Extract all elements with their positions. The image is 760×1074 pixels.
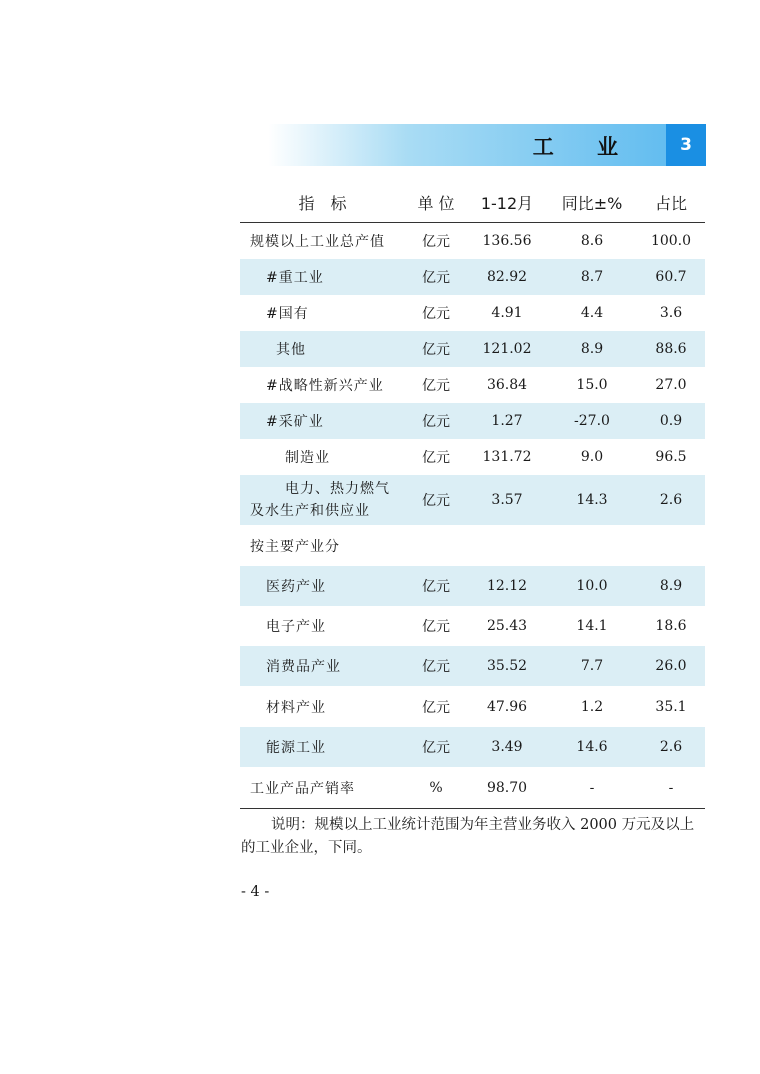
row-label: 工业产品产销率 — [240, 767, 405, 809]
row-share: 0.9 — [637, 403, 705, 439]
header-yoy: 同比±% — [547, 182, 637, 223]
row-label: #重工业 — [240, 259, 405, 295]
row-label-line1: 电力、热力燃气 — [285, 481, 390, 497]
row-value: 136.56 — [482, 233, 532, 249]
row-unit: % — [405, 767, 467, 809]
row-yoy: 15.0 — [576, 377, 608, 393]
table-row — [240, 686, 705, 727]
row-label: 其他 — [240, 331, 405, 367]
row-share: 3.6 — [659, 305, 683, 321]
row-label: 消费品产业 — [240, 646, 405, 686]
table-row — [240, 367, 705, 403]
row-value: 1.27 — [467, 403, 547, 439]
row-unit: 亿元 — [405, 259, 467, 295]
row-unit: 亿元 — [405, 646, 467, 686]
table-row — [240, 403, 705, 439]
table-row — [240, 259, 705, 295]
row-label: #战略性新兴产业 — [266, 378, 384, 394]
row-unit: 亿元 — [405, 331, 467, 367]
row-share: - — [637, 767, 705, 809]
row-unit: 亿元 — [422, 306, 450, 322]
row-share: 8.9 — [637, 566, 705, 606]
row-value: 121.02 — [467, 331, 547, 367]
row-value: 82.92 — [467, 259, 547, 295]
table-row — [240, 646, 705, 686]
row-unit: 亿元 — [422, 450, 450, 466]
row-value: 98.70 — [467, 767, 547, 809]
row-label: 制造业 — [285, 450, 330, 466]
row-unit: 亿元 — [405, 403, 467, 439]
row-unit: 亿元 — [422, 378, 450, 394]
row-share: 88.6 — [637, 331, 705, 367]
table-row — [240, 566, 705, 606]
row-unit: 亿元 — [422, 699, 450, 716]
row-yoy: 14.6 — [547, 727, 637, 767]
table-section-row — [240, 525, 705, 566]
row-unit: 亿元 — [405, 566, 467, 606]
row-share: 26.0 — [637, 646, 705, 686]
row-value: 12.12 — [467, 566, 547, 606]
row-label — [240, 475, 405, 525]
row-value: 36.84 — [486, 377, 528, 393]
table-row — [240, 475, 705, 525]
row-yoy: 10.0 — [547, 566, 637, 606]
row-value: 4.91 — [491, 305, 523, 321]
row-value: 3.49 — [467, 727, 547, 767]
row-yoy: 4.4 — [580, 305, 604, 321]
row-label: 材料产业 — [266, 699, 326, 716]
table-header-row — [240, 182, 705, 223]
row-unit: 亿元 — [422, 234, 450, 250]
row-share: 18.6 — [655, 618, 687, 634]
chapter-title: 工 业 — [532, 135, 636, 159]
table-footnote: 说明：规模以上工业统计范围为年主营业务收入 2000 万元及以上的工业企业，下同。 — [241, 817, 695, 856]
row-share: 27.0 — [655, 377, 687, 393]
header-share: 占比 — [637, 182, 705, 223]
header-indicator: 指 标 — [240, 182, 405, 223]
row-label: 规模以上工业总产值 — [250, 234, 385, 250]
page-number: - 4 - — [241, 884, 270, 900]
row-unit: 亿元 — [405, 475, 467, 525]
row-label: 能源工业 — [240, 727, 405, 767]
row-label: #国有 — [266, 306, 309, 322]
row-label: 电子产业 — [266, 619, 326, 635]
row-label-line2: 及水生产和供应业 — [250, 503, 370, 519]
row-share: 2.6 — [637, 475, 705, 525]
header-period-value: 1-12月 — [467, 182, 547, 223]
row-value: 131.72 — [482, 449, 532, 465]
row-unit: 亿元 — [405, 727, 467, 767]
row-yoy: 8.7 — [547, 259, 637, 295]
table-row — [240, 767, 705, 809]
row-label: 医药产业 — [240, 566, 405, 606]
row-value: 35.52 — [467, 646, 547, 686]
row-yoy: 7.7 — [547, 646, 637, 686]
table-row — [240, 727, 705, 767]
table-row — [240, 223, 705, 260]
row-share: 60.7 — [637, 259, 705, 295]
row-yoy: 8.6 — [580, 233, 604, 249]
chapter-number-badge: 3 — [666, 124, 706, 166]
row-yoy: 1.2 — [580, 698, 604, 715]
chapter-banner — [268, 124, 666, 166]
table-row — [240, 439, 705, 475]
table-row — [240, 331, 705, 367]
row-yoy: 8.9 — [547, 331, 637, 367]
table-row — [240, 295, 705, 331]
row-yoy: 9.0 — [580, 449, 604, 465]
row-yoy: - — [547, 767, 637, 809]
row-share: 2.6 — [637, 727, 705, 767]
row-share: 35.1 — [655, 698, 687, 715]
row-unit: 亿元 — [422, 619, 450, 635]
row-value: 25.43 — [486, 618, 528, 634]
row-yoy: -27.0 — [547, 403, 637, 439]
header-unit: 单 位 — [405, 182, 467, 223]
row-value: 47.96 — [486, 698, 528, 715]
row-yoy: 14.3 — [547, 475, 637, 525]
table-row — [240, 606, 705, 646]
row-share: 96.5 — [655, 449, 687, 465]
row-yoy: 14.1 — [576, 618, 608, 634]
row-label: #采矿业 — [240, 403, 405, 439]
row-share: 100.0 — [650, 233, 692, 249]
industry-statistics-table — [240, 182, 705, 809]
section-label: 按主要产业分 — [250, 538, 340, 555]
row-value: 3.57 — [467, 475, 547, 525]
